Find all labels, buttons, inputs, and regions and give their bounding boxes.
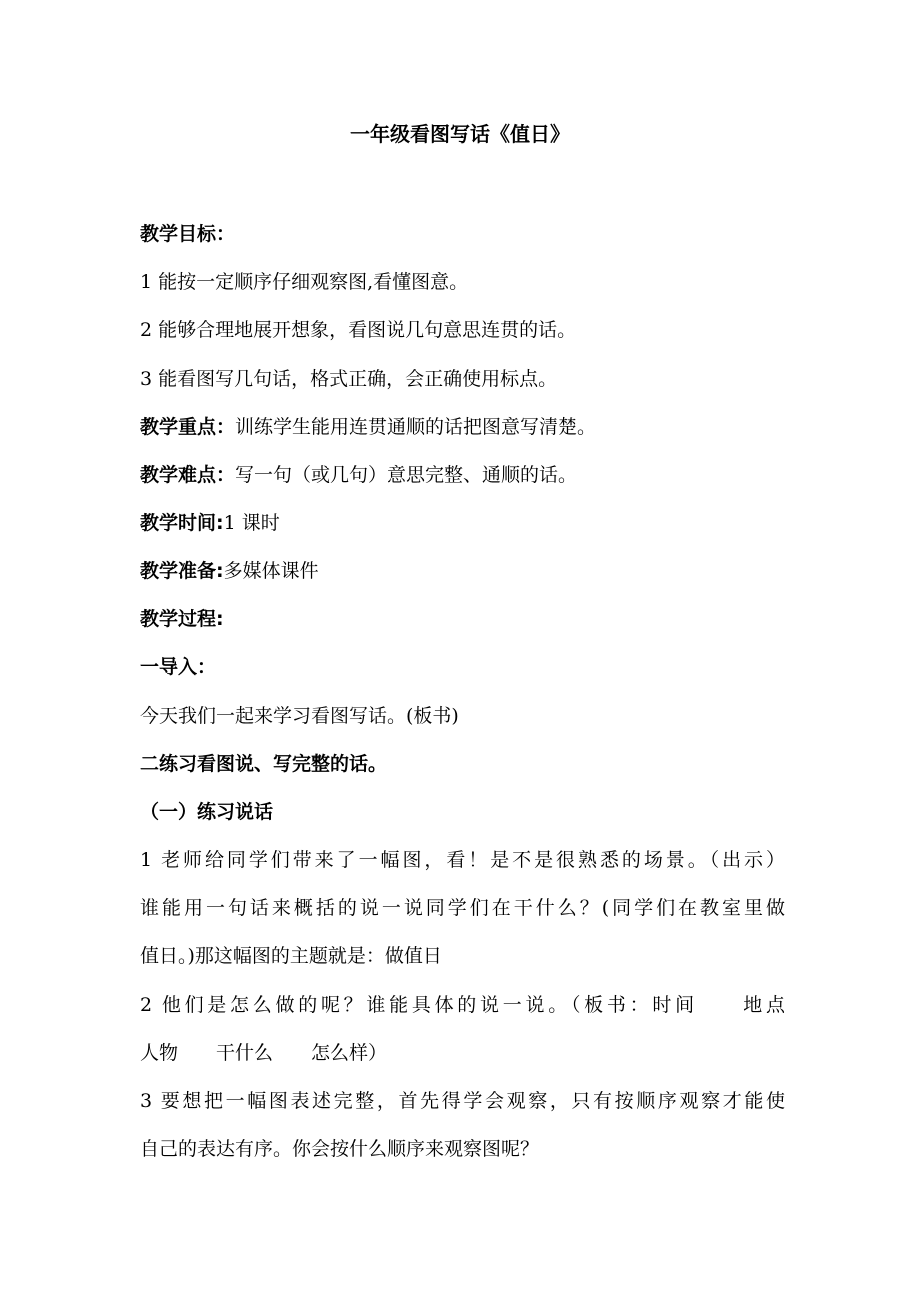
section-1-heading: 一导入： [140, 656, 217, 678]
key-points-text: 训练学生能用连贯通顺的话把图意写清楚。 [235, 416, 597, 438]
objective-1: 1 能按一定顺序仔细观察图,看懂图意。 [140, 271, 469, 293]
prep-label: 教学准备: [140, 560, 224, 582]
difficulty-text: 写一句（或几句）意思完整、通顺的话。 [235, 464, 578, 486]
teaching-prep [140, 558, 785, 584]
paragraph-1-line-2: 谁能用一句话来概括的说一说同学们在干什么？(同学们在教室里做 [140, 897, 785, 919]
objective-3: 3 能看图写几句话，格式正确，会正确使用标点。 [140, 368, 558, 390]
document-title: 一年级看图写话《值日》 [350, 122, 570, 146]
paragraph-1-line-3: 值日。)那这幅图的主题就是：做值日 [140, 945, 442, 967]
teaching-time [140, 510, 785, 536]
difficulty [140, 462, 785, 488]
paragraph-3-line-2: 自己的表达有序。你会按什么顺序来观察图呢？ [140, 1138, 540, 1160]
objectives-heading: 教学目标： [140, 223, 236, 245]
subsection-1-heading: （一）练习说话 [140, 801, 274, 823]
difficulty-label: 教学难点： [140, 464, 236, 486]
time-label: 教学时间: [140, 512, 224, 534]
paragraph-1-line-1: 1 老师给同学们带来了一幅图，看！是不是很熟悉的场景。（出示） [140, 849, 785, 871]
paragraph-2-line-1: 2 他们是怎么做的呢？谁能具体的说一说。（板书：时间 地点 [140, 994, 785, 1016]
key-points [140, 414, 785, 440]
section-1-text: 今天我们一起来学习看图写话。(板书) [140, 705, 459, 727]
prep-text: 多媒体课件 [223, 560, 319, 582]
process-heading: 教学过程: [140, 608, 224, 630]
time-text: 1 课时 [223, 512, 280, 534]
paragraph-2-line-2: 人物 干什么 怎么样） [140, 1042, 388, 1064]
objective-2: 2 能够合理地展开想象，看图说几句意思连贯的话。 [140, 319, 577, 341]
paragraph-3-line-1: 3 要想把一幅图表述完整，首先得学会观察，只有按顺序观察才能使 [140, 1090, 785, 1112]
key-points-label: 教学重点： [140, 416, 236, 438]
section-2-heading: 二练习看图说、写完整的话。 [140, 753, 388, 775]
